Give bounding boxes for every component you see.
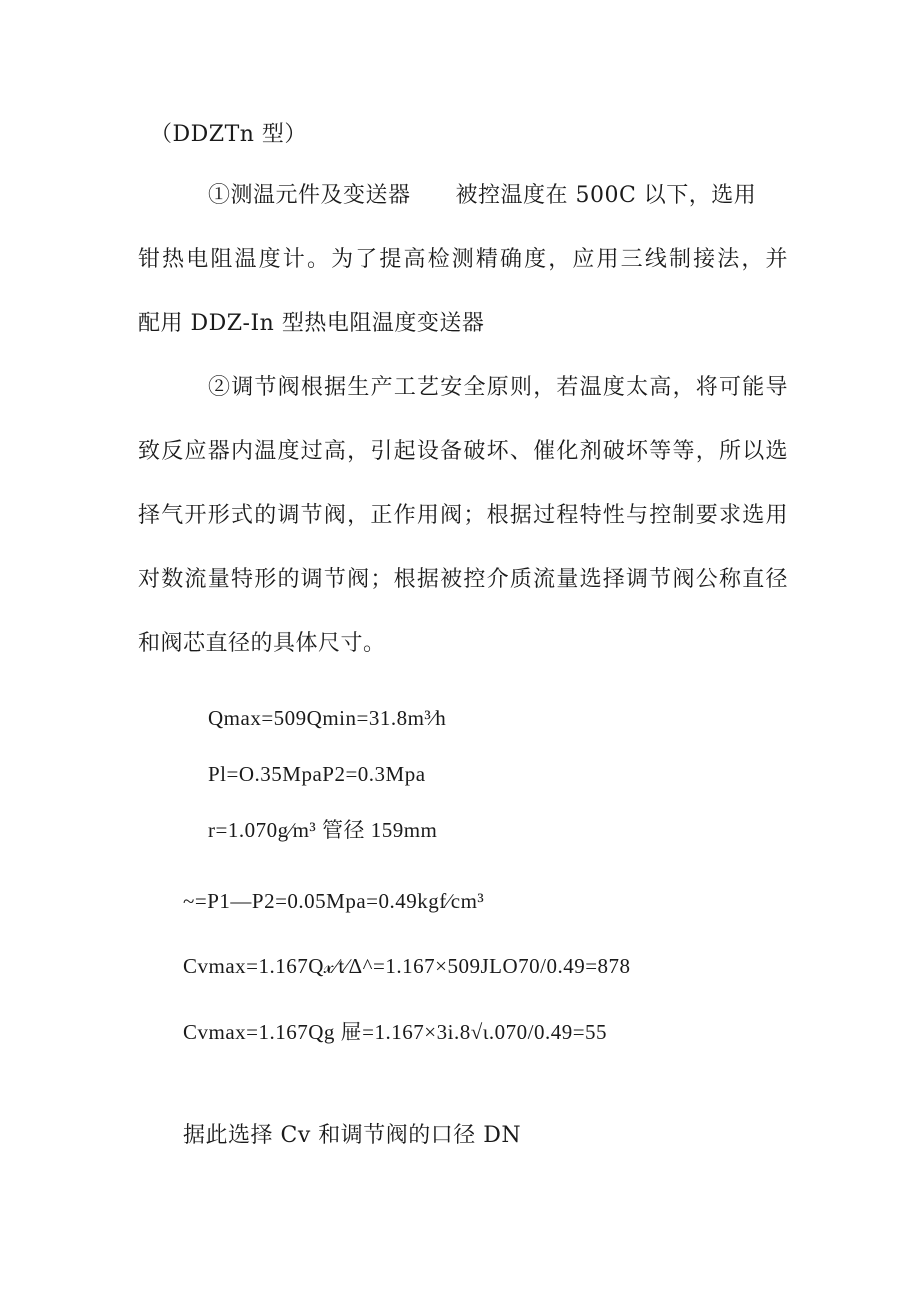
paragraph-1-line-2: 钳热电阻温度计。为了提高检测精确度，应用三线制接法，并 bbox=[138, 247, 788, 272]
paragraph-2-line-2: 致反应器内温度过高，引起设备破坏、催化剂破坏等等，所以选 bbox=[138, 439, 788, 464]
paragraph-2-line-3: 择气开形式的调节阀，正作用阀；根据过程特性与控制要求选用 bbox=[138, 503, 788, 528]
conclusion-text: 据此选择 Cv 和调节阀的口径 DN bbox=[183, 1123, 522, 1148]
paragraph-2-line-1: ②调节阀根据生产工艺安全原则，若温度太高，将可能导 bbox=[208, 375, 788, 400]
formula-cvmax-2: Cvmax=1.167Qg 屉=1.167×3i.8√ι.070/0.49=55 bbox=[183, 1020, 608, 1044]
heading-type-note: （DDZTn 型） bbox=[150, 122, 307, 147]
paragraph-1-line-3: 配用 DDZ-In 型热电阻温度变送器 bbox=[138, 311, 485, 336]
formula-pressure-drop: ~=P1—P2=0.05Mpa=0.49kgf∕cm³ bbox=[183, 889, 485, 913]
paragraph-1-line-1: ①测温元件及变送器 被控温度在 500C 以下，选用 bbox=[208, 183, 757, 208]
formula-flow-rates: Qmax=509Qmin=31.8m³∕h bbox=[208, 706, 447, 730]
paragraph-2-line-5: 和阀芯直径的具体尺寸。 bbox=[138, 631, 386, 656]
formula-density-pipe: r=1.070g∕m³ 管径 159mm bbox=[208, 818, 438, 842]
formula-cvmax-1: Cvmax=1.167Q𝓍∕t∕Δ^=1.167×509JLO70/0.49=878 bbox=[183, 954, 631, 978]
paragraph-2-line-4: 对数流量特形的调节阀；根据被控介质流量选择调节阀公称直径 bbox=[138, 567, 788, 592]
formula-pressures: Pl=O.35MpaP2=0.3Mpa bbox=[208, 762, 426, 786]
